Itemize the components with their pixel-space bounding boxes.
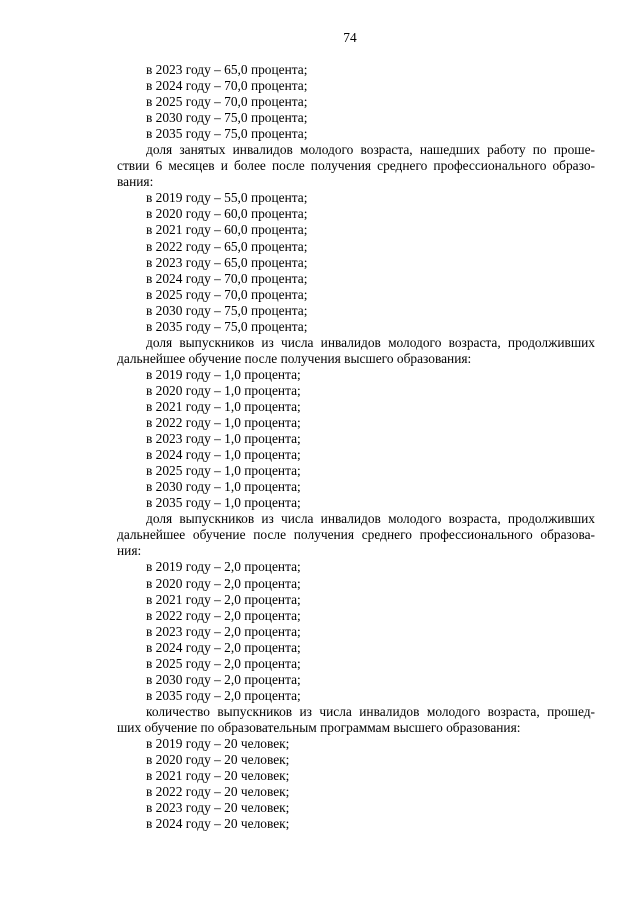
list-item: в 2024 году – 70,0 процента; <box>146 78 308 94</box>
list-item: в 2021 году – 60,0 процента; <box>146 222 308 238</box>
paragraph-line: ствии 6 месяцев и более после получения среднего профессионального образо- <box>117 158 595 174</box>
list-item: в 2023 году – 65,0 процента; <box>146 254 308 270</box>
paragraph-line: доля выпускников из числа инвалидов молодого возраста, продолживших <box>146 334 595 350</box>
list-item: в 2019 году – 55,0 процента; <box>146 190 308 206</box>
list-item: в 2020 году – 60,0 процента; <box>146 206 308 222</box>
list-item: в 2030 году – 2,0 процента; <box>146 671 301 687</box>
list-item: в 2021 году – 2,0 процента; <box>146 591 301 607</box>
list-item: в 2035 году – 75,0 процента; <box>146 318 308 334</box>
list-item: в 2020 году – 20 человек; <box>146 752 290 768</box>
paragraph-line: дальнейшее обучение после получения среднего профессионального образова- <box>117 527 595 543</box>
list-item: в 2023 году – 1,0 процента; <box>146 431 301 447</box>
list-item: в 2019 году – 20 человек; <box>146 735 290 751</box>
list-item: в 2023 году – 65,0 процента; <box>146 62 308 77</box>
paragraph-line: количество выпускников из числа инвалидов молодого возраста, прошед- <box>146 703 595 719</box>
paragraph-line: ших обучение по образовательным программам высшего образования: <box>117 719 521 735</box>
list-item: в 2023 году – 2,0 процента; <box>146 623 301 639</box>
list-item: в 2019 году – 1,0 процента; <box>146 366 301 382</box>
document-body <box>117 62 595 832</box>
list-item: в 2024 году – 2,0 процента; <box>146 639 301 655</box>
paragraph-line: доля занятых инвалидов молодого возраста, нашедших работу по проше- <box>146 142 595 158</box>
list-item: в 2020 году – 1,0 процента; <box>146 382 301 398</box>
list-item: в 2025 году – 70,0 процента; <box>146 286 308 302</box>
list-item: в 2021 году – 20 человек; <box>146 768 290 784</box>
list-item: в 2024 году – 1,0 процента; <box>146 447 301 463</box>
page-number: 74 <box>343 30 357 45</box>
list-item: в 2025 году – 2,0 процента; <box>146 655 301 671</box>
list-item: в 2022 году – 1,0 процента; <box>146 415 301 431</box>
list-item: в 2030 году – 75,0 процента; <box>146 110 308 126</box>
list-item: в 2030 году – 75,0 процента; <box>146 302 308 318</box>
list-item: в 2024 году – 20 человек; <box>146 816 290 832</box>
list-item: в 2030 году – 1,0 процента; <box>146 479 301 495</box>
list-item: в 2022 году – 2,0 процента; <box>146 607 301 623</box>
paragraph-line: дальнейшее обучение после получения высшего образования: <box>117 350 472 366</box>
list-item: в 2035 году – 1,0 процента; <box>146 495 301 511</box>
paragraph-line: вания: <box>117 174 154 190</box>
list-item: в 2035 году – 75,0 процента; <box>146 126 308 142</box>
list-item: в 2024 году – 70,0 процента; <box>146 270 308 286</box>
paragraph-line: доля выпускников из числа инвалидов молодого возраста, продолживших <box>146 511 595 527</box>
list-item: в 2035 году – 2,0 процента; <box>146 687 301 703</box>
paragraph-line: ния: <box>117 543 142 559</box>
list-item: в 2025 году – 70,0 процента; <box>146 94 308 110</box>
list-item: в 2025 году – 1,0 процента; <box>146 463 301 479</box>
list-item: в 2023 году – 20 человек; <box>146 800 290 816</box>
list-item: в 2019 году – 2,0 процента; <box>146 559 301 575</box>
list-item: в 2022 году – 20 человек; <box>146 784 290 800</box>
list-item: в 2021 году – 1,0 процента; <box>146 398 301 414</box>
list-item: в 2022 году – 65,0 процента; <box>146 238 308 254</box>
list-item: в 2020 году – 2,0 процента; <box>146 575 301 591</box>
